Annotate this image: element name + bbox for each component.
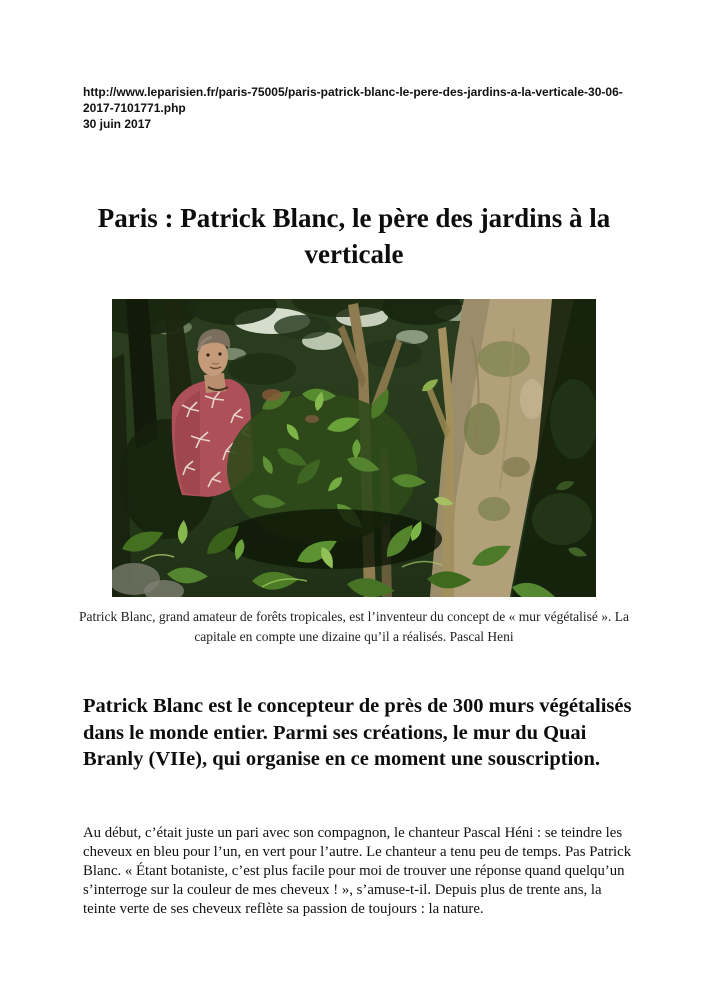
article-title: Paris : Patrick Blanc, le père des jardins à la verticale [97,203,611,270]
article-photo [112,299,596,597]
source-url-block [83,84,631,133]
article-date: 30 juin 2017 [83,117,152,131]
photo-caption: Patrick Blanc, grand amateur de forêts tropicales, est l’inventeur du concept de « mur végétalisé ». La capitale en compte une dizaine qu’il a réalisés. Pascal Heni [79,609,629,644]
article-lede: Patrick Blanc est le concepteur de près de 300 murs végétalisés dans le monde entier. Parmi ses créations, le mur du Quai Branly (VIIe), qui organise en ce moment une souscription. [83,695,632,770]
article-body-paragraph: Au début, c’était juste un pari avec son compagnon, le chanteur Pascal Héni : se teindre les cheveux en bleu pour l’un, en vert pour l’autre. Le chanteur a tenu peu de temps. Pas Patrick Blanc. « Étant botaniste, c’est plus facile pour moi de trouver une réponse quand quelqu’un s’interroge sur la couleur de mes cheveux ! », s’amuse-t-il. Depuis plus de trente ans, la teinte verte de ses cheveux reflète sa passion de toujours : la nature. [83,824,632,917]
source-url: http://www.leparisien.fr/paris-75005/paris-patrick-blanc-le-pere-des-jardins-a-la-verticale-30-06-2017-7101771.php [83,85,623,115]
jungle-photo-illustration [112,299,596,597]
